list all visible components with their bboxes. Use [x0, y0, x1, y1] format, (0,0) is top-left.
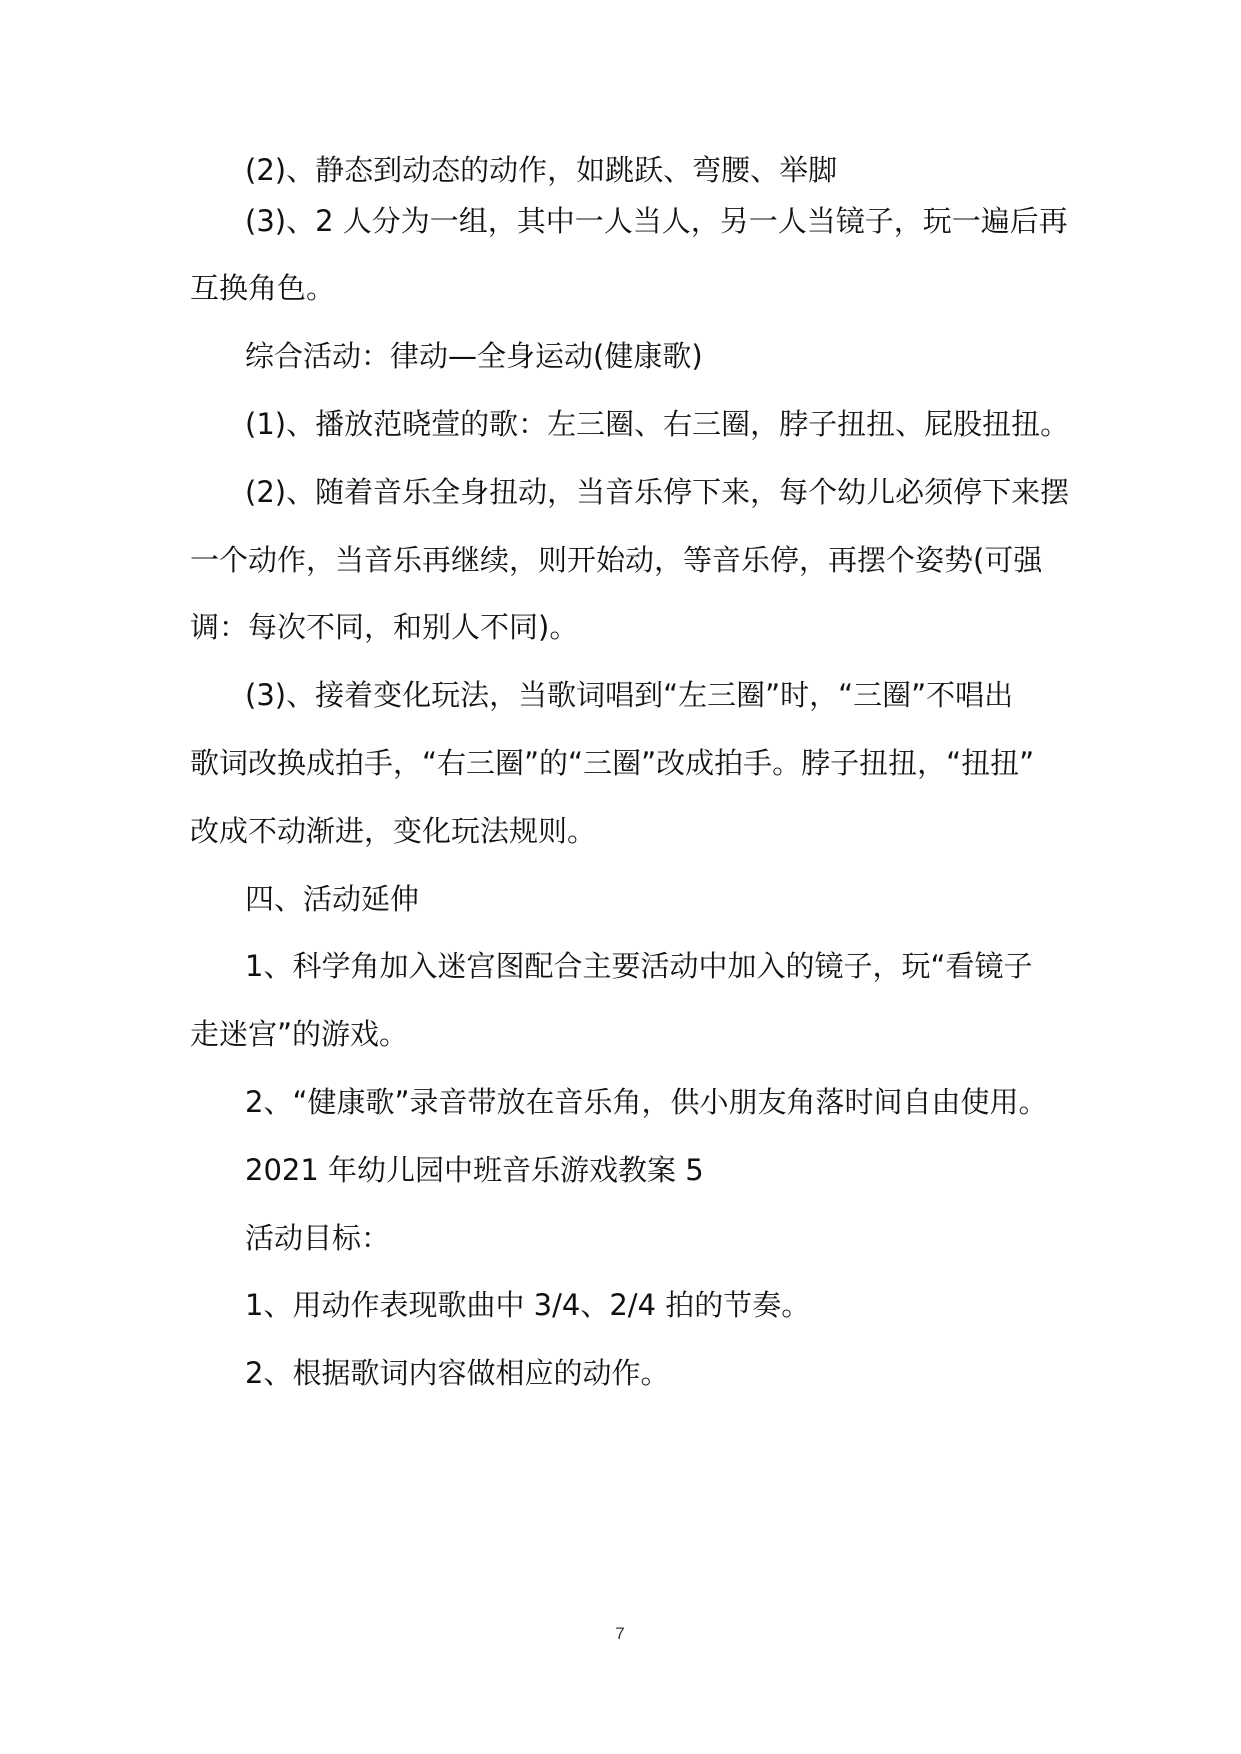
section-title: 2021 年幼儿园中班音乐游戏教案 5: [245, 1153, 704, 1187]
section-heading: 综合活动：律动—全身运动(健康歌): [245, 339, 703, 373]
paragraph-line: (1)、播放范晓萱的歌：左三圈、右三圈，脖子扭扭、屁股扭扭。: [245, 407, 1070, 441]
paragraph-line: 2、根据歌词内容做相应的动作。: [245, 1356, 670, 1390]
paragraph-line: 改成不动渐进，变化玩法规则。: [190, 814, 597, 848]
page-number: 7: [615, 1624, 625, 1643]
paragraph-line: 1、科学角加入迷宫图配合主要活动中加入的镜子，玩“看镜子: [245, 949, 1033, 983]
paragraph-line: (3)、2 人分为一组，其中一人当人，另一人当镜子，玩一遍后再: [245, 204, 1068, 238]
paragraph-line: 歌词改换成拍手，“右三圈”的“三圈”改成拍手。脖子扭扭，“扭扭”: [190, 746, 1035, 780]
paragraph-line: 2、“健康歌”录音带放在音乐角，供小朋友角落时间自由使用。: [245, 1085, 1048, 1119]
section-heading: 活动目标：: [245, 1221, 391, 1255]
paragraph-line: 走迷宫”的游戏。: [190, 1017, 409, 1051]
paragraph-line: (2)、静态到动态的动作，如跳跃、弯腰、举脚: [245, 153, 838, 187]
paragraph-line: 一个动作，当音乐再继续，则开始动，等音乐停，再摆个姿势(可强: [190, 543, 1043, 577]
paragraph-line: (3)、接着变化玩法，当歌词唱到“左三圈”时，“三圈”不唱出: [245, 678, 1014, 712]
paragraph-line: 1、用动作表现歌曲中 3/4、2/4 拍的节奏。: [245, 1288, 811, 1322]
paragraph-line: 调：每次不同，和别人不同)。: [190, 610, 579, 644]
paragraph-line: (2)、随着音乐全身扭动，当音乐停下来，每个幼儿必须停下来摆: [245, 475, 1070, 509]
section-heading: 四、活动延伸: [245, 882, 420, 916]
paragraph-line: 互换角色。: [190, 271, 336, 305]
